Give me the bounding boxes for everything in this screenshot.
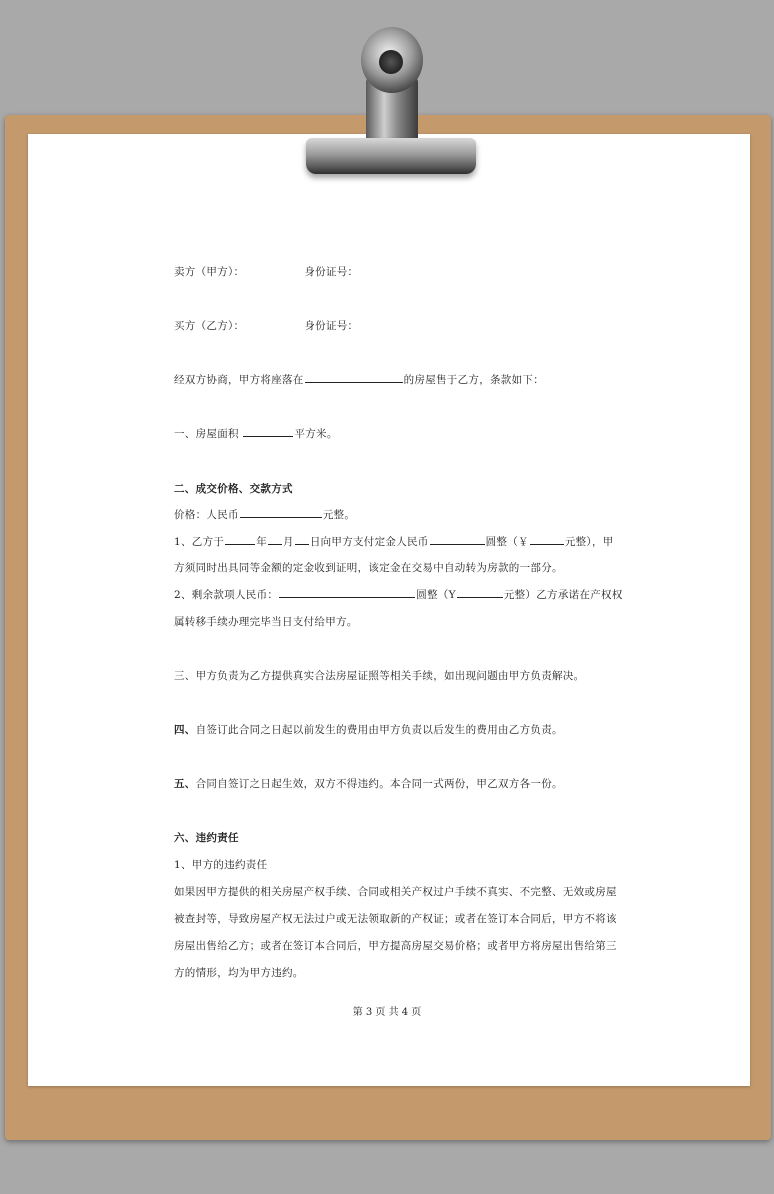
breach-line-1: 如果因甲方提供的相关房屋产权手续、合同或相关产权过户手续不真实、不完整、无效或房屋	[174, 886, 617, 898]
buyer-id-label: 身份证号：	[304, 320, 359, 332]
balance-figure-blank[interactable]	[457, 587, 503, 598]
deposit-day-blank[interactable]	[295, 534, 309, 545]
price-text-1: 价格：人民币	[174, 509, 239, 521]
section5-text: 合同自签订之日起生效，双方不得违约。本合同一式两份，甲乙双方各一份。	[195, 778, 563, 790]
intro-line	[174, 372, 544, 387]
area-line	[174, 426, 338, 441]
area-text-1: 一、房屋面积	[174, 428, 243, 440]
deposit-text-d: 日向甲方支付定金人民币	[309, 536, 429, 548]
balance-amount-blank[interactable]	[279, 587, 415, 598]
deposit-text-f: 元整），甲	[564, 536, 614, 548]
section2-title: 二、成交价格、交款方式	[174, 483, 293, 495]
breach-line-2: 被查封等，导致房屋产权无法过户或无法领取新的产权证；或者在签订本合同后，甲方不将该	[174, 913, 617, 925]
price-text-2: 元整。	[322, 509, 356, 521]
deposit-line-2: 方须同时出具同等金额的定金收到证明，该定金在交易中自动转为房款的一部分。	[174, 562, 563, 574]
deposit-text-c: 月	[283, 536, 294, 548]
breach-line-4: 方的情形，均为甲方违约。	[174, 967, 304, 979]
area-blank[interactable]	[243, 426, 293, 437]
deposit-line-1	[174, 534, 614, 549]
buyer-label: 买方（乙方）：	[174, 320, 245, 332]
price-blank[interactable]	[240, 507, 322, 518]
section3-text: 三、甲方负责为乙方提供真实合法房屋证照等相关手续，如出现问题由甲方负责解决。	[174, 670, 585, 682]
seller-line	[174, 264, 358, 279]
location-blank[interactable]	[305, 372, 403, 383]
balance-line-1	[174, 587, 623, 602]
section4-line	[174, 722, 563, 737]
section5-line	[174, 776, 563, 791]
balance-text-c: 元整）乙方承诺在产权权	[503, 589, 623, 601]
section5-number: 五、	[174, 778, 196, 790]
price-line	[174, 507, 355, 522]
page-number: 第 3 页 共 4 页	[352, 1007, 422, 1018]
deposit-text-e: 圆整（￥	[485, 536, 529, 548]
section6-sub1: 1、甲方的违约责任	[174, 859, 268, 871]
seller-id-label: 身份证号：	[304, 266, 359, 278]
buyer-line	[174, 318, 358, 333]
area-text-2: 平方米。	[294, 428, 338, 440]
intro-text-1: 经双方协商，甲方将座落在	[174, 374, 304, 386]
deposit-text-b: 年	[256, 536, 267, 548]
balance-text-b: 圆整（Y	[416, 589, 456, 601]
breach-line-3: 房屋出售给乙方；或者在签订本合同后，甲方提高房屋交易价格；或者甲方将房屋出售给第三	[174, 940, 617, 952]
deposit-text-a: 1、乙方于	[174, 536, 225, 548]
deposit-month-blank[interactable]	[268, 534, 282, 545]
balance-text-a: 2、剩余款项人民币：	[174, 589, 279, 601]
clip-hole	[379, 50, 403, 74]
seller-label: 卖方（甲方）：	[174, 266, 245, 278]
section4-number: 四、	[174, 724, 196, 736]
balance-line-2: 属转移手续办理完毕当日支付给甲方。	[174, 616, 358, 628]
deposit-figure-blank[interactable]	[530, 534, 564, 545]
section4-text: 自签订此合同之日起以前发生的费用由甲方负责以后发生的费用由乙方负责。	[195, 724, 563, 736]
binder-clip	[306, 138, 476, 174]
deposit-amount-blank[interactable]	[430, 534, 485, 545]
deposit-year-blank[interactable]	[225, 534, 255, 545]
section6-title: 六、违约责任	[174, 832, 239, 844]
intro-text-2: 的房屋售于乙方，条款如下：	[403, 374, 545, 386]
